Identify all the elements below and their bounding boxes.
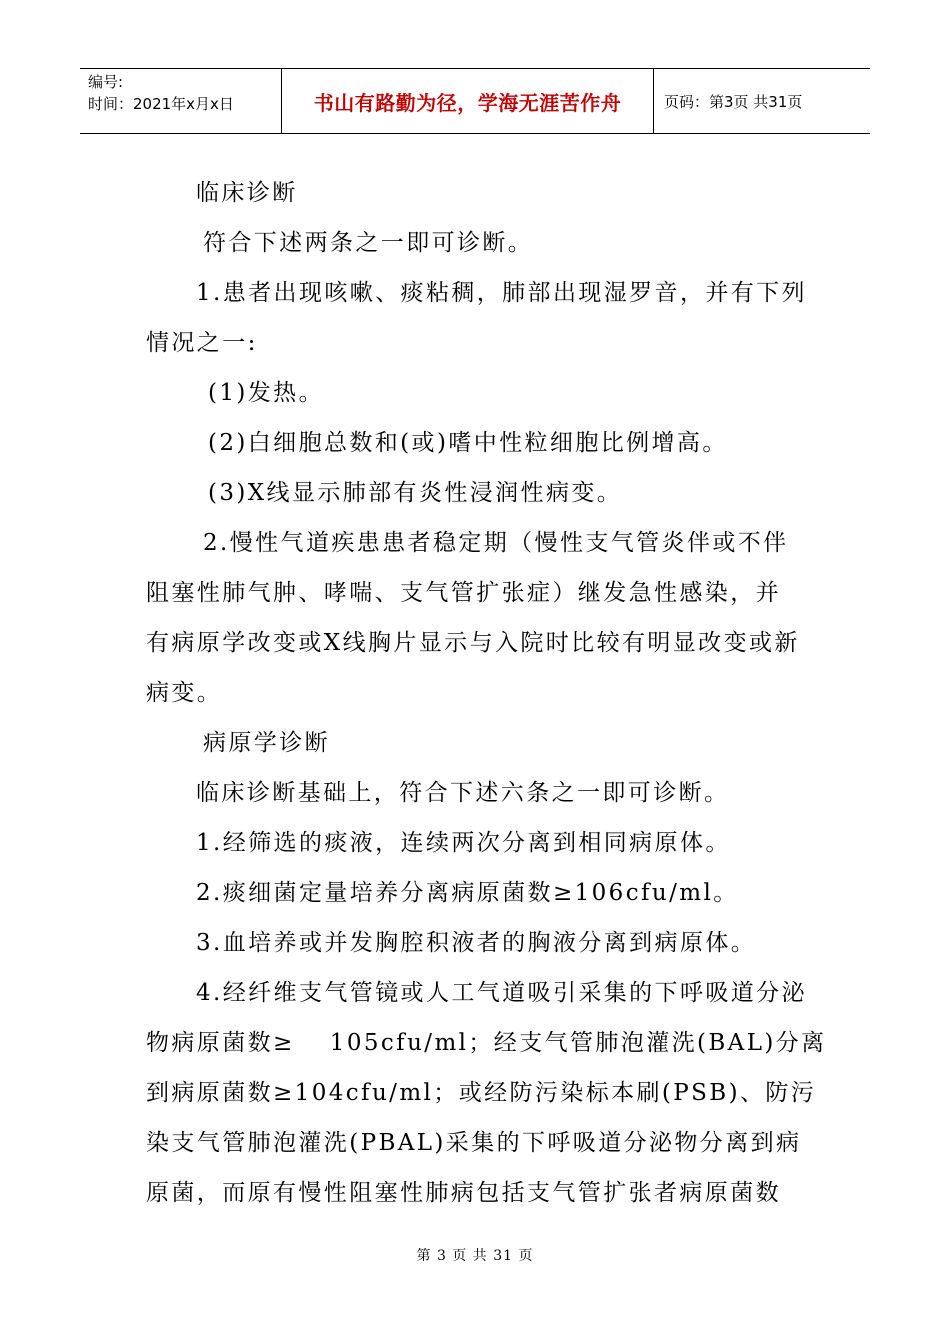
paragraph-line: 原菌，而原有慢性阻塞性肺病包括支气管扩张者病原菌数: [146, 1180, 781, 1206]
header-page-info: 页码：第3页 共31页: [664, 92, 803, 111]
header-motto: 书山有路勤为径，学海无涯苦作舟: [282, 69, 654, 133]
paragraph-line: 病变。: [146, 680, 223, 706]
paragraph-line: 1.经筛选的痰液，连续两次分离到相同病原体。: [196, 830, 731, 856]
paragraph-line: 2.痰细菌定量培养分离病原菌数≥106cfu/ml。: [196, 880, 739, 906]
paragraph-line: 3.血培养或并发胸腔积液者的胸液分离到病原体。: [196, 930, 757, 956]
paragraph-line: (3)X线显示肺部有炎性浸润性病变。: [208, 480, 623, 506]
header-meta: [80, 69, 282, 133]
paragraph-line: 1.患者出现咳嗽、痰粘稠，肺部出现湿罗音，并有下列: [196, 280, 807, 306]
paragraph-line: 4.经纤维支气管镜或人工气道吸引采集的下呼吸道分泌: [196, 980, 807, 1006]
paragraph-line: 物病原菌数≥ 105cfu/ml；经支气管肺泡灌洗(BAL)分离: [146, 1030, 827, 1056]
paragraph-line: 情况之一:: [146, 330, 258, 356]
paragraph-line: 染支气管肺泡灌洗(PBAL)采集的下呼吸道分泌物分离到病: [146, 1130, 802, 1156]
paragraph-line: 临床诊断基础上，符合下述六条之一即可诊断。: [196, 780, 730, 806]
paragraph-line: 2.慢性气道疾患患者稳定期（慢性支气管炎伴或不伴: [203, 530, 789, 556]
paragraph-line: 符合下述两条之一即可诊断。: [203, 230, 534, 256]
section-heading-pathogen: 病原学诊断: [203, 730, 330, 756]
paragraph-line: (1)发热。: [208, 380, 324, 406]
document-number-label: 编号:: [88, 73, 124, 91]
document-header: [80, 68, 870, 134]
paragraph-line: (2)白细胞总数和(或)嗜中性粒细胞比例增高。: [208, 430, 728, 456]
paragraph-line: 到病原菌数≥104cfu/ml；或经防污染标本刷(PSB)、防污: [146, 1080, 817, 1106]
document-time-label: 时间：2021年x月x日: [88, 95, 234, 113]
paragraph-line: 有病原学改变或X线胸片显示与入院时比较有明显改变或新: [146, 630, 800, 656]
section-heading-clinical: 临床诊断: [196, 180, 298, 206]
page-footer: 第 3 页 共 31 页: [416, 1248, 534, 1264]
paragraph-line: 阻塞性肺气肿、哮喘、支气管扩张症）继发急性感染，并: [146, 580, 781, 606]
